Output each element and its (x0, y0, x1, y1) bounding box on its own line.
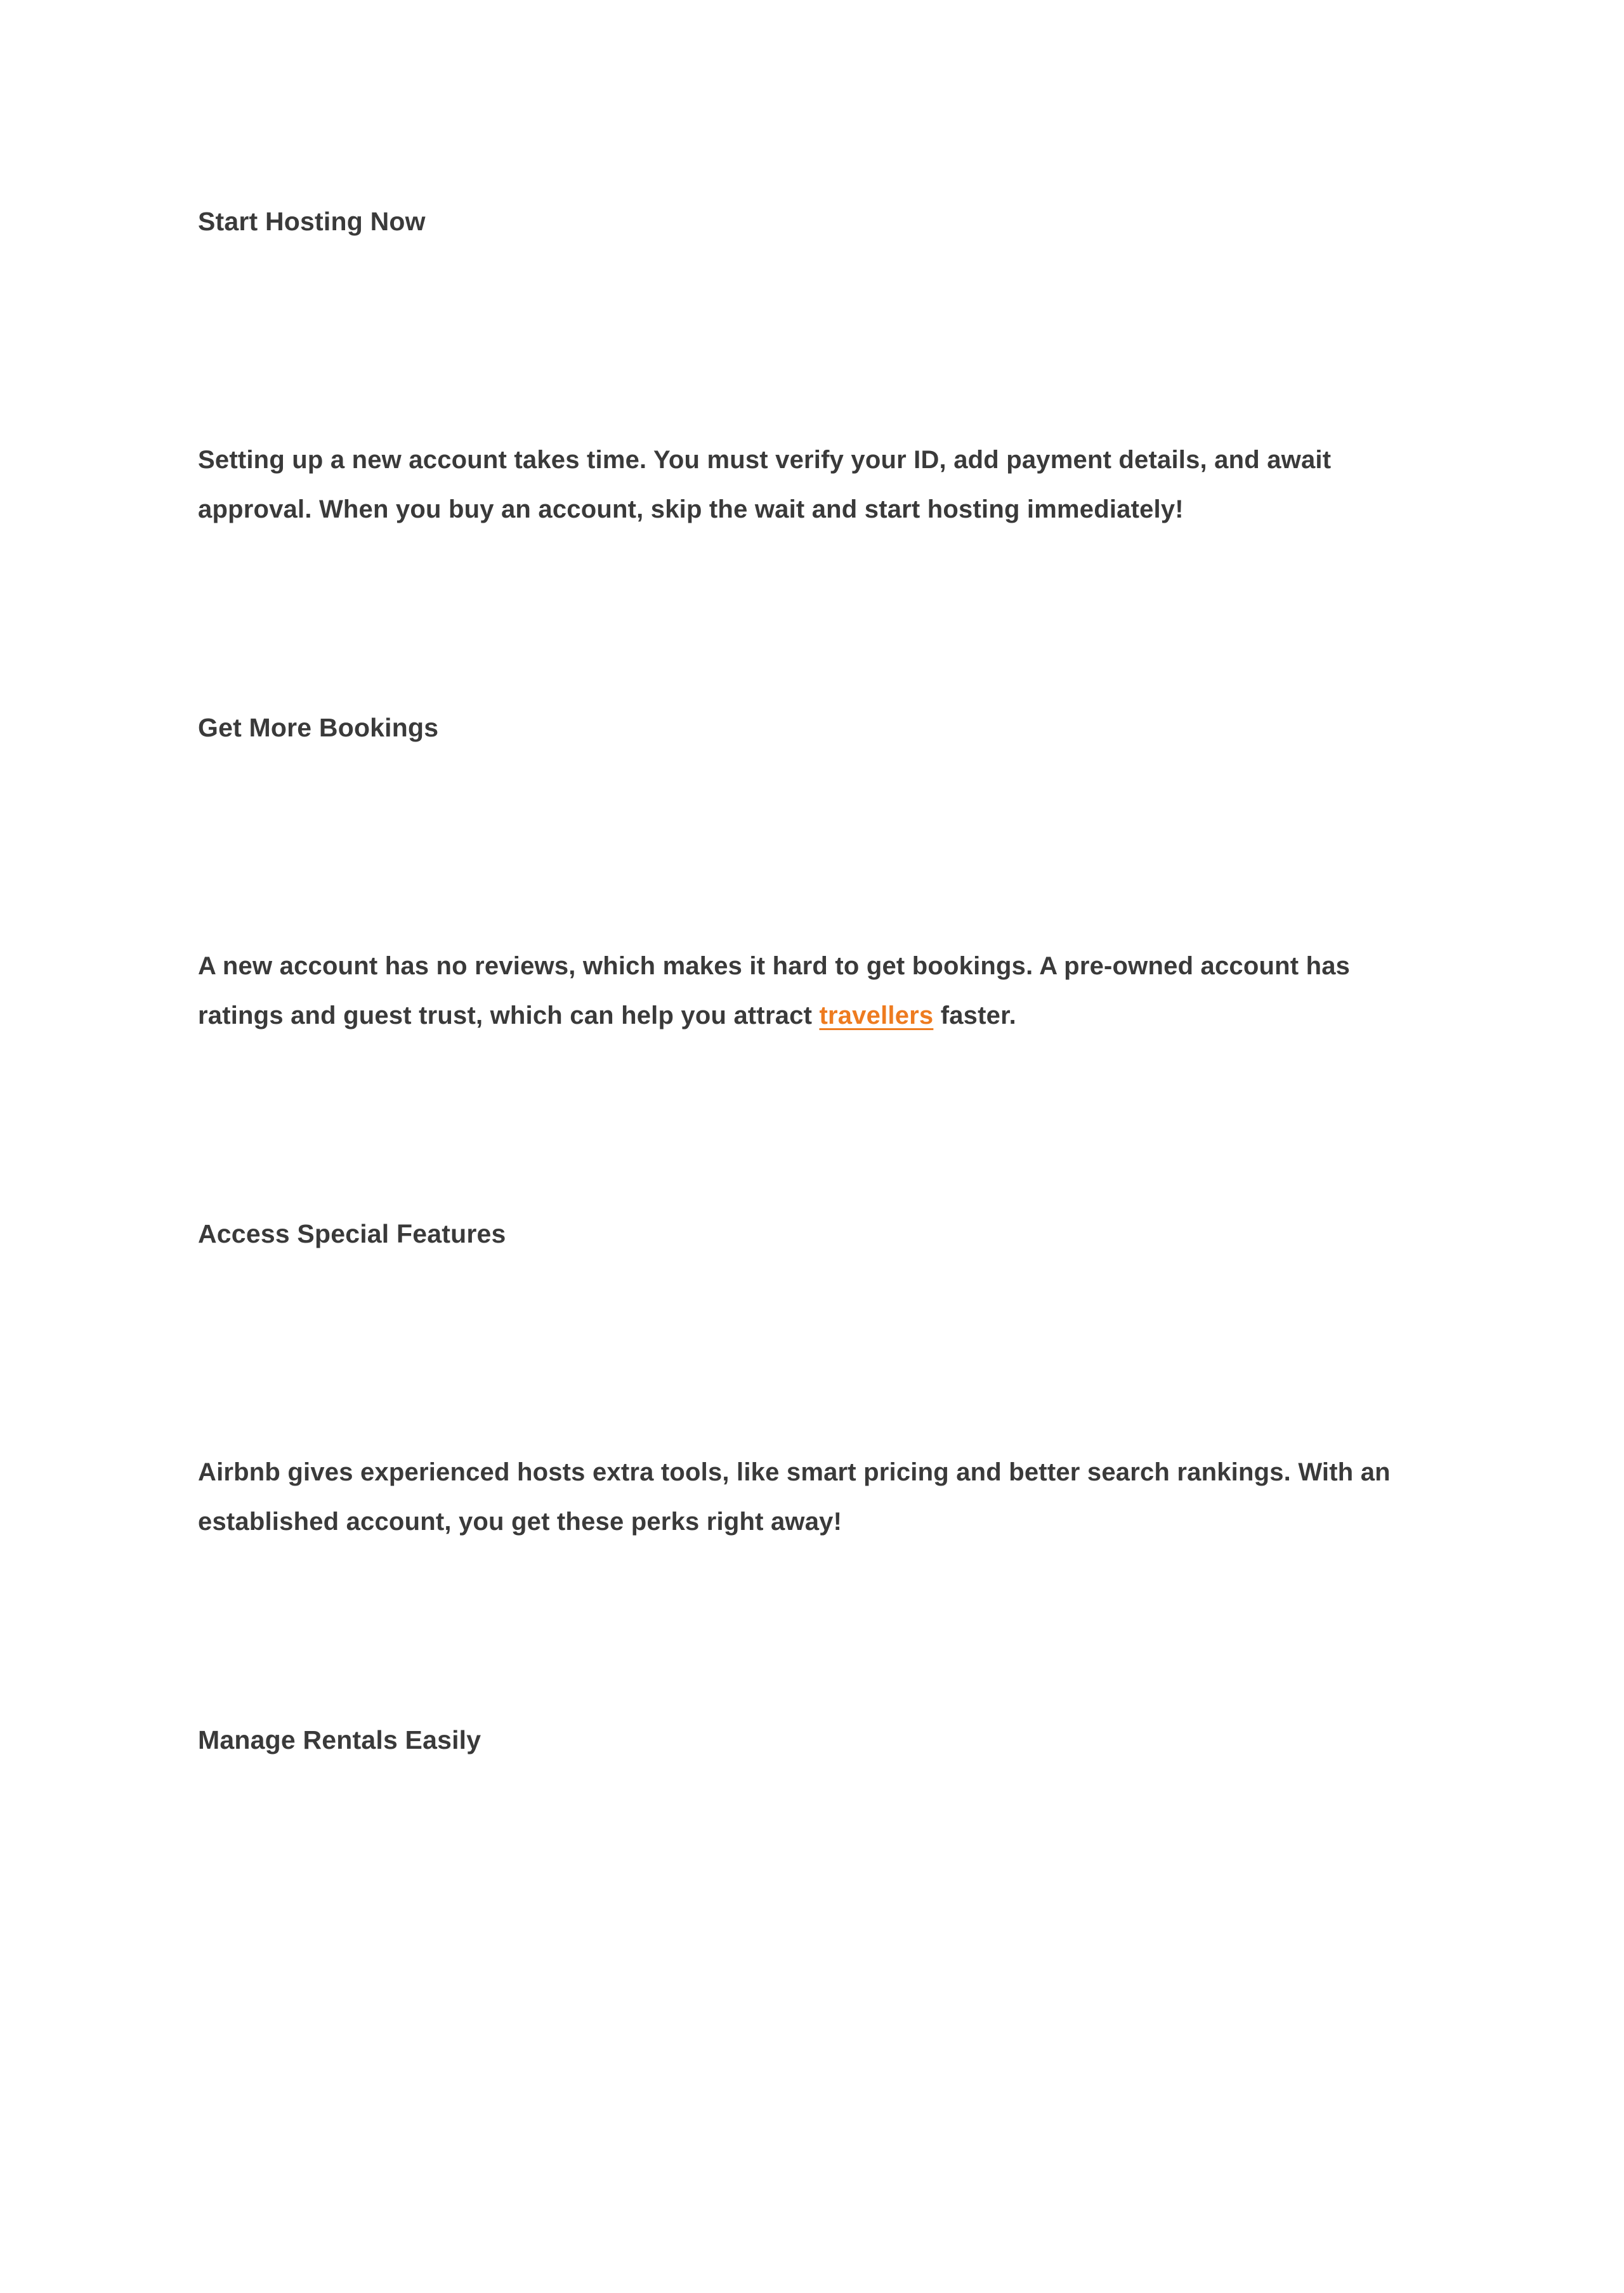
heading-manage-rentals-easily: Manage Rentals Easily (198, 1725, 481, 1754)
heading-get-more-bookings: Get More Bookings (198, 713, 439, 742)
paragraph-text-before-link: A new account has no reviews, which makes it hard to get bookings. A pre-owned account has ratings and guest trust, which can help you attract (198, 952, 1351, 1029)
section-start-hosting (198, 197, 1408, 534)
paragraph-start-hosting: Setting up a new account takes time. You must verify your ID, add payment details, and await approval. When you buy an account, skip the wait and start hosting immediately! (198, 446, 1332, 523)
paragraph-text-after-link: faster. (933, 1002, 1016, 1029)
section-manage-rentals (198, 1715, 1408, 1765)
heading-start-hosting-now: Start Hosting Now (198, 207, 426, 236)
heading-access-special-features: Access Special Features (198, 1219, 506, 1248)
section-get-more-bookings (198, 703, 1408, 1040)
paragraph-get-more-bookings (198, 941, 1408, 1040)
section-access-special-features (198, 1209, 1408, 1546)
paragraph-access-special-features: Airbnb gives experienced hosts extra tools, like smart pricing and better search rankings. With an established account, you get these perks right away! (198, 1458, 1391, 1536)
travellers-link[interactable]: travellers (819, 1002, 934, 1029)
